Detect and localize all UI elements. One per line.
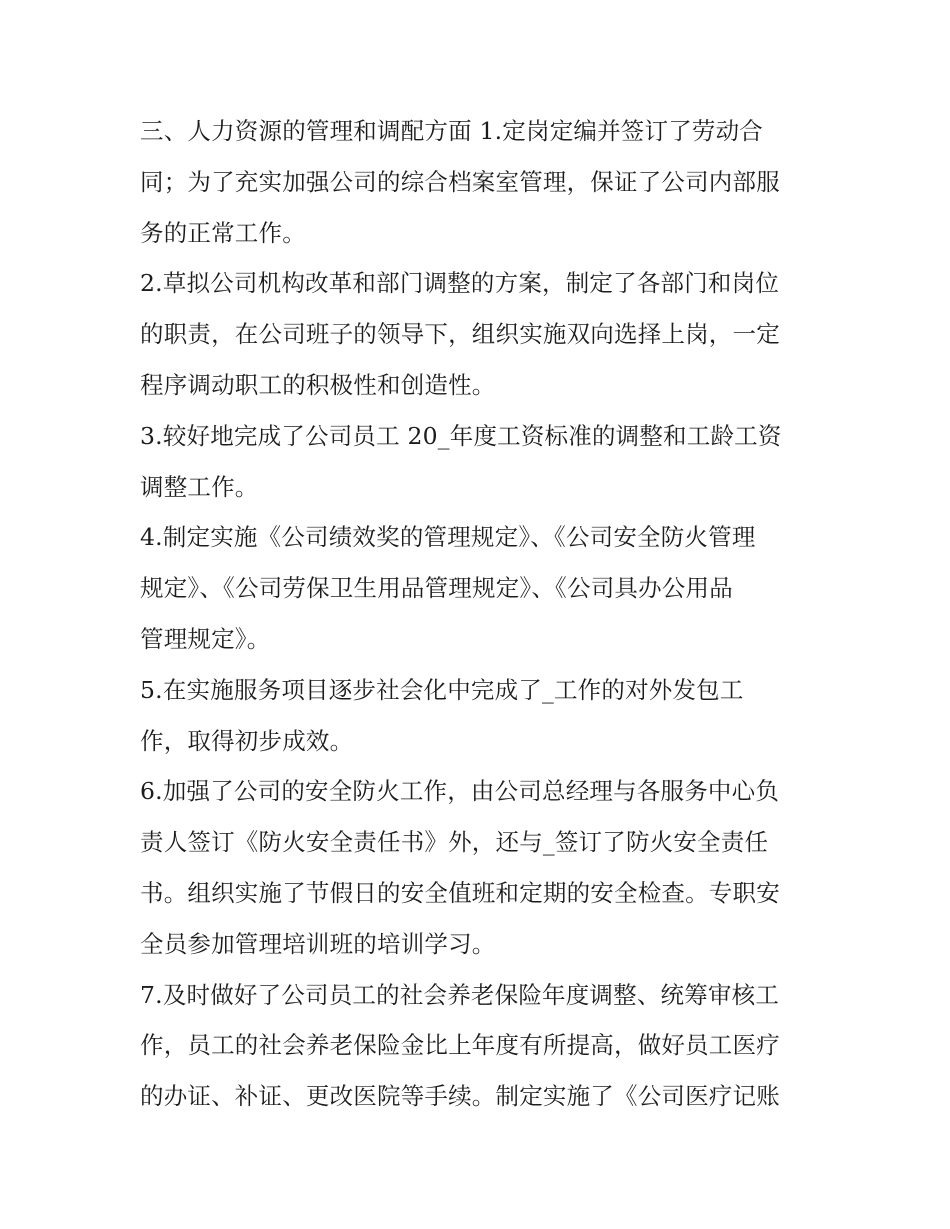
text-line: 作，员工的社会养老保险金比上年度有所提高，做好员工医疗 — [140, 1031, 780, 1060]
text-line: 作，取得初步成效。 — [140, 726, 354, 755]
text-line: 2.草拟公司机构改革和部门调整的方案，制定了各部门和岗位 — [140, 269, 780, 298]
text-line: 3.较好地完成了公司员工 20_年度工资标准的调整和工龄工资 — [140, 421, 782, 450]
text-line: 全员参加管理培训班的培训学习。 — [140, 929, 496, 958]
text-line: 6.加强了公司的安全防火工作，由公司总经理与各服务中心负 — [140, 777, 780, 806]
text-line: 的职责，在公司班子的领导下，组织实施双向选择上岗，一定 — [140, 320, 780, 349]
text-line: 4.制定实施《公司绩效奖的管理规定》、《公司安全防火管理 — [140, 523, 756, 552]
text-line: 5.在实施服务项目逐步社会化中完成了_工作的对外发包工 — [140, 675, 744, 704]
text-line: 书。组织实施了节假日的安全值班和定期的安全检查。专职安 — [140, 878, 780, 907]
text-line: 责人签订《防火安全责任书》外，还与_签订了防火安全责任 — [140, 828, 769, 857]
text-line: 程序调动职工的积极性和创造性。 — [140, 370, 496, 399]
text-line: 调整工作。 — [140, 472, 259, 501]
text-line: 管理规定》。 — [140, 624, 271, 653]
text-line: 务的正常工作。 — [140, 218, 306, 247]
document-body — [140, 106, 820, 1122]
text-line: 7.及时做好了公司员工的社会养老保险年度调整、统筹审核工 — [140, 980, 780, 1009]
text-line: 同；为了充实加强公司的综合档案室管理，保证了公司内部服 — [140, 167, 780, 196]
text-line: 三、人力资源的管理和调配方面 1.定岗定编并签订了劳动合 — [140, 117, 763, 145]
text-line: 的办证、补证、更改医院等手续。制定实施了《公司医疗记账 — [140, 1082, 780, 1111]
text-line: 规定》、《公司劳保卫生用品管理规定》、《公司具办公用品 — [140, 574, 733, 603]
